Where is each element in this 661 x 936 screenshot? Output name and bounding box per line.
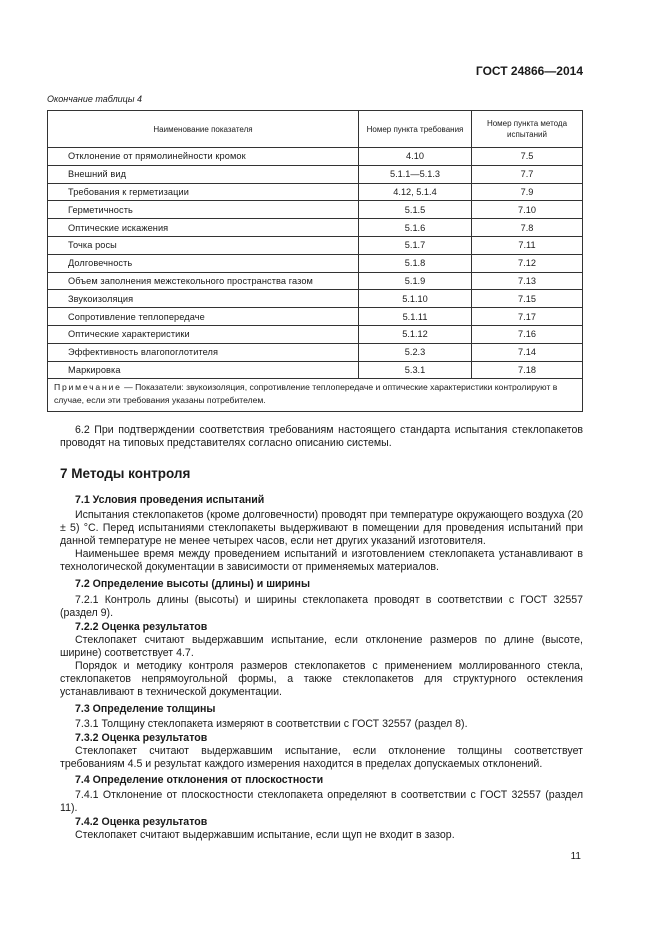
section-7-4-1 [60, 789, 583, 815]
requirement-clause-cell: 4.10 [359, 148, 472, 166]
page-number: 11 [570, 851, 581, 862]
test-method-clause-cell: 7.15 [472, 290, 583, 308]
requirement-clause-cell: 4.12, 5.1.4 [359, 183, 472, 201]
indicator-name-cell: Отклонение от прямолинейности кромок [48, 148, 359, 166]
section-6-2 [60, 424, 583, 450]
paragraph: Испытания стеклопакетов (кроме долговечности) проводят при температуре окружающего воздуха (20 ± 5) °С. Перед испытаниями стеклопакеты выдерживают в помещении для проведения испытаний при данной температуре не менее четырех часов, если нет других указаний изготовителя. [60, 509, 583, 547]
table-row [48, 219, 583, 237]
subsection-7-1-heading: 7.1 Условия проведения испытаний [75, 494, 265, 506]
table-row [48, 361, 583, 379]
column-header: Номер пункта метода испытаний [472, 111, 583, 148]
indicator-name-cell: Эффективность влагопоглотителя [48, 343, 359, 361]
note-text: — Показатели: звукоизоляция, сопротивление теплопередаче и оптические характеристики контролируют в случае, если эти требования указаны потребителем. [54, 382, 558, 406]
table-row [48, 254, 583, 272]
test-method-clause-cell: 7.16 [472, 325, 583, 343]
requirement-clause-cell: 5.1.7 [359, 236, 472, 254]
section-7-3-1 [60, 718, 583, 731]
indicator-name-cell: Требования к герметизации [48, 183, 359, 201]
test-method-clause-cell: 7.12 [472, 254, 583, 272]
section-7-3-2 [60, 745, 583, 771]
indicator-name-cell: Герметичность [48, 201, 359, 219]
indicator-name-cell: Точка росы [48, 236, 359, 254]
indicator-name-cell: Долговечность [48, 254, 359, 272]
subsection-7-4-heading: 7.4 Определение отклонения от плоскостности [75, 774, 324, 786]
requirement-clause-cell: 5.1.12 [359, 325, 472, 343]
table-caption: Окончание таблицы 4 [47, 94, 142, 104]
table-row [48, 183, 583, 201]
table-row [48, 343, 583, 361]
paragraph: 6.2 При подтверждении соответствия требованиям настоящего стандарта испытания стеклопакетов проводят на типовых представителях согласно описанию системы. [60, 424, 583, 449]
subsection-7-2-heading: 7.2 Определение высоты (длины) и ширины [75, 578, 310, 590]
table-row [48, 165, 583, 183]
requirement-clause-cell: 5.1.9 [359, 272, 472, 290]
section-7-4-2 [60, 829, 583, 842]
indicator-name-cell: Маркировка [48, 361, 359, 379]
test-method-clause-cell: 7.5 [472, 148, 583, 166]
note-label: Примечание [54, 382, 122, 393]
paragraph: 7.2.1 Контроль длины (высоты) и ширины стеклопакета проводят в соответствии с ГОСТ 32557 (раздел 9). [60, 594, 583, 619]
section-7-heading: 7 Методы контроля [60, 466, 191, 481]
subsection-7-4-2-heading: 7.4.2 Оценка результатов [75, 816, 208, 828]
paragraph: Стеклопакет считают выдержавшим испытание, если отклонение толщины соответствует требованиям 4.5 и результат каждого измерения находится в пределах допускаемых отклонений. [60, 745, 583, 770]
indicator-name-cell: Оптические характеристики [48, 325, 359, 343]
requirement-clause-cell: 5.1.11 [359, 308, 472, 326]
paragraph: Стеклопакет считают выдержавшим испытание, если отклонение размеров по длине (высоте, ширине) соответствует 4.7. [60, 634, 583, 659]
indicator-name-cell: Объем заполнения межстекольного пространства газом [48, 272, 359, 290]
table-row [48, 272, 583, 290]
table-note [48, 379, 583, 412]
table-row [48, 325, 583, 343]
indicator-name-cell: Звукоизоляция [48, 290, 359, 308]
table-row [48, 148, 583, 166]
indicator-name-cell: Внешний вид [48, 165, 359, 183]
column-header: Наименование показателя [48, 111, 359, 148]
subsection-7-2-2-heading: 7.2.2 Оценка результатов [75, 621, 208, 633]
test-method-clause-cell: 7.11 [472, 236, 583, 254]
table-row [48, 290, 583, 308]
requirement-clause-cell: 5.1.5 [359, 201, 472, 219]
column-header: Номер пункта требования [359, 111, 472, 148]
table-row [48, 308, 583, 326]
paragraph: 7.3.1 Толщину стеклопакета измеряют в соответствии с ГОСТ 32557 (раздел 8). [75, 718, 468, 730]
table-row [48, 201, 583, 219]
test-method-clause-cell: 7.7 [472, 165, 583, 183]
requirements-table [47, 110, 583, 412]
test-method-clause-cell: 7.8 [472, 219, 583, 237]
test-method-clause-cell: 7.18 [472, 361, 583, 379]
test-method-clause-cell: 7.17 [472, 308, 583, 326]
section-7-2-2 [60, 634, 583, 699]
paragraph: 7.4.1 Отклонение от плоскостности стеклопакета определяют в соответствии с ГОСТ 32557 (раздел 11). [60, 789, 583, 814]
standard-code: ГОСТ 24866—2014 [475, 64, 583, 78]
table-header-row [48, 111, 583, 148]
requirement-clause-cell: 5.1.10 [359, 290, 472, 308]
subsection-7-3-2-heading: 7.3.2 Оценка результатов [75, 732, 208, 744]
subsection-7-3-heading: 7.3 Определение толщины [75, 703, 216, 715]
test-method-clause-cell: 7.14 [472, 343, 583, 361]
requirement-clause-cell: 5.3.1 [359, 361, 472, 379]
requirement-clause-cell: 5.1.8 [359, 254, 472, 272]
indicator-name-cell: Оптические искажения [48, 219, 359, 237]
test-method-clause-cell: 7.9 [472, 183, 583, 201]
requirement-clause-cell: 5.2.3 [359, 343, 472, 361]
indicator-name-cell: Сопротивление теплопередаче [48, 308, 359, 326]
section-7-1 [60, 509, 583, 574]
requirement-clause-cell: 5.1.6 [359, 219, 472, 237]
section-7-2-1 [60, 594, 583, 620]
test-method-clause-cell: 7.10 [472, 201, 583, 219]
table-row [48, 236, 583, 254]
requirement-clause-cell: 5.1.1—5.1.3 [359, 165, 472, 183]
table-note-row [48, 379, 583, 412]
test-method-clause-cell: 7.13 [472, 272, 583, 290]
paragraph: Порядок и методику контроля размеров стеклопакетов с применением моллированного стекла, стеклопакетов непрямоугольной формы, а также стеклопакетов для структурного остекления устанавливают в технической документации. [60, 660, 583, 698]
paragraph: Наименьшее время между проведением испытаний и изготовлением стеклопакета устанавливают в технологической документации в зависимости от применяемых материалов. [60, 548, 583, 573]
paragraph: Стеклопакет считают выдержавшим испытание, если щуп не входит в зазор. [75, 829, 455, 841]
